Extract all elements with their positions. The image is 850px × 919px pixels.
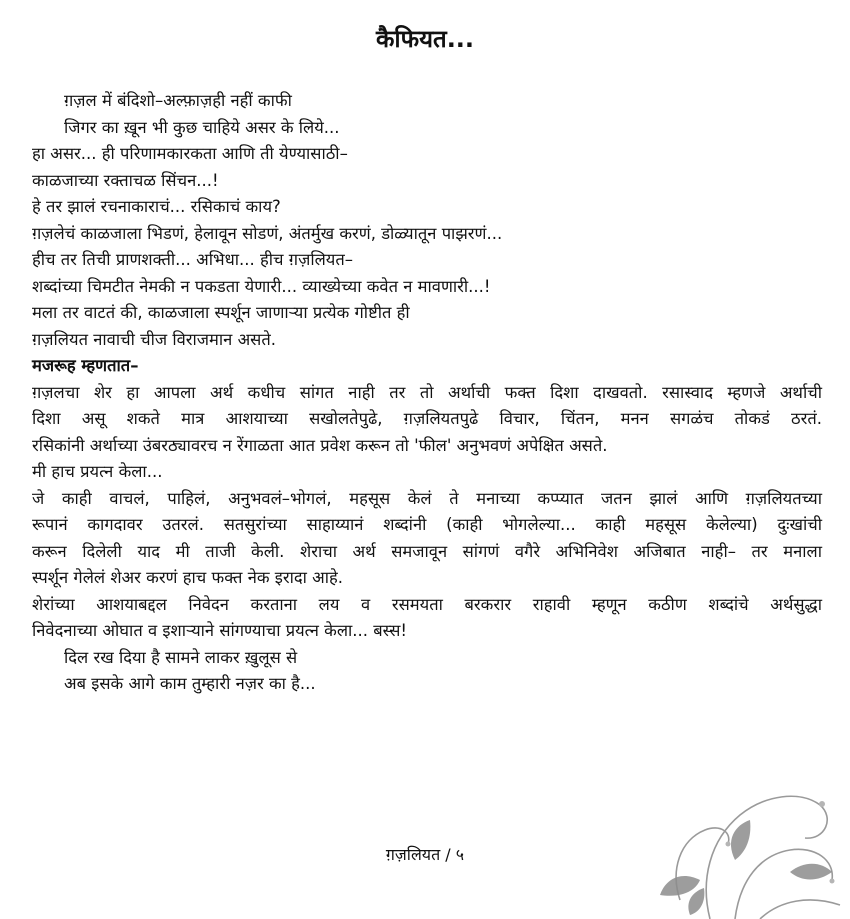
text-line: हा असर... ही परिणामकारकता आणि ती येण्यासाठी– — [32, 144, 348, 163]
opening-couplet — [32, 88, 822, 698]
text-line: ग़ज़लियत नावाची चीज विराजमान असते. — [32, 329, 276, 349]
text-line: स्पर्शून गेलेलं शेअर करणं हाच फक्त नेक इरादा आहे. — [32, 568, 344, 587]
page-title: कैफियत... — [375, 25, 475, 53]
text-line: रूपानं कागदावर उतरलं. सतसुरांच्या साहाय्यानं शब्दांनी (काही भोगलेल्या... काही महसूस केलेल्या) दुःखांची — [32, 515, 822, 534]
text-line: मला तर वाटतं की, काळजाला स्पर्शून जाणाऱ्या प्रत्येक गोष्टीत ही — [32, 303, 410, 322]
text-line: निवेदनाच्या ओघात व इशाऱ्याने सांगण्याचा प्रयत्न केला... बस्स! — [32, 621, 408, 640]
text-line: ग़ज़लेचं काळजाला भिडणं, हेलावून सोडणं, अंतर्मुख करणं, डोळ्यातून पाझरणं... — [32, 223, 503, 243]
text-line: दिल रख दिया है सामने लाकर ख़ुलूस से — [64, 647, 298, 667]
floral-ornament-icon — [640, 760, 850, 919]
text-line: शेरांच्या आशयाबद्दल निवेदन करताना लय व रसमयता बरकरार राहावी म्हणून कठीण शब्दांचे अर्थसुद्धा — [32, 594, 822, 614]
text-line: दिशा असू शकते मात्र आशयाच्या सखोलतेपुढे, ग़ज़लियतपुढे विचार, चिंतन, मनन सगळंच तोकडं ठरतं. — [32, 409, 822, 428]
text-line: ग़ज़ल में बंदिशो–अल्फ़ाज़ही नहीं काफी — [64, 91, 292, 110]
text-line: शब्दांच्या चिमटीत नेमकी न पकडता येणारी... व्याख्येच्या कवेत न मावणारी...! — [32, 276, 491, 296]
text-line: करून दिलेली याद मी ताजी केली. शेराचा अर्थ समजावून सांगणं वगैरे अभिनिवेश अजिबात नाही– तर मनाला — [32, 541, 822, 561]
text-line: काळजाच्या रक्ताचळ सिंचन...! — [32, 170, 219, 190]
text-line: जे काही वाचलं, पाहिलं, अनुभवलं–भोगलं, महसूस केलं ते मनाच्या कप्प्यात जतन झालं आणि ग़ज़लियतच्या — [32, 488, 822, 508]
page-footer: ग़ज़लियत / ५ — [385, 845, 465, 864]
text-line: जिगर का ख़ून भी कुछ चाहिये असर के लिये... — [64, 117, 340, 137]
text-line: मजरूह म्हणतात– — [32, 356, 139, 375]
text-line: अब इसके आगे काम तुम्हारी नज़र का है... — [64, 674, 316, 693]
text-line: मी हाच प्रयत्न केला... — [32, 462, 163, 481]
text-line: रसिकांनी अर्थाच्या उंबरठ्यावरच न रेंगाळता आत प्रवेश करून तो 'फील' अनुभवणं अपेक्षित असते. — [32, 435, 608, 455]
text-line: ग़ज़लचा शेर हा आपला अर्थ कधीच सांगत नाही तर तो अर्थाची फक्त दिशा दाखवतो. रसास्वाद म्हणजे अर्थाची — [32, 382, 822, 402]
text-line: हीच तर तिची प्राणशक्ती... अभिधा... हीच ग़ज़लियत– — [32, 250, 353, 269]
text-line: हे तर झालं रचनाकाराचं... रसिकाचं काय? — [32, 197, 281, 216]
